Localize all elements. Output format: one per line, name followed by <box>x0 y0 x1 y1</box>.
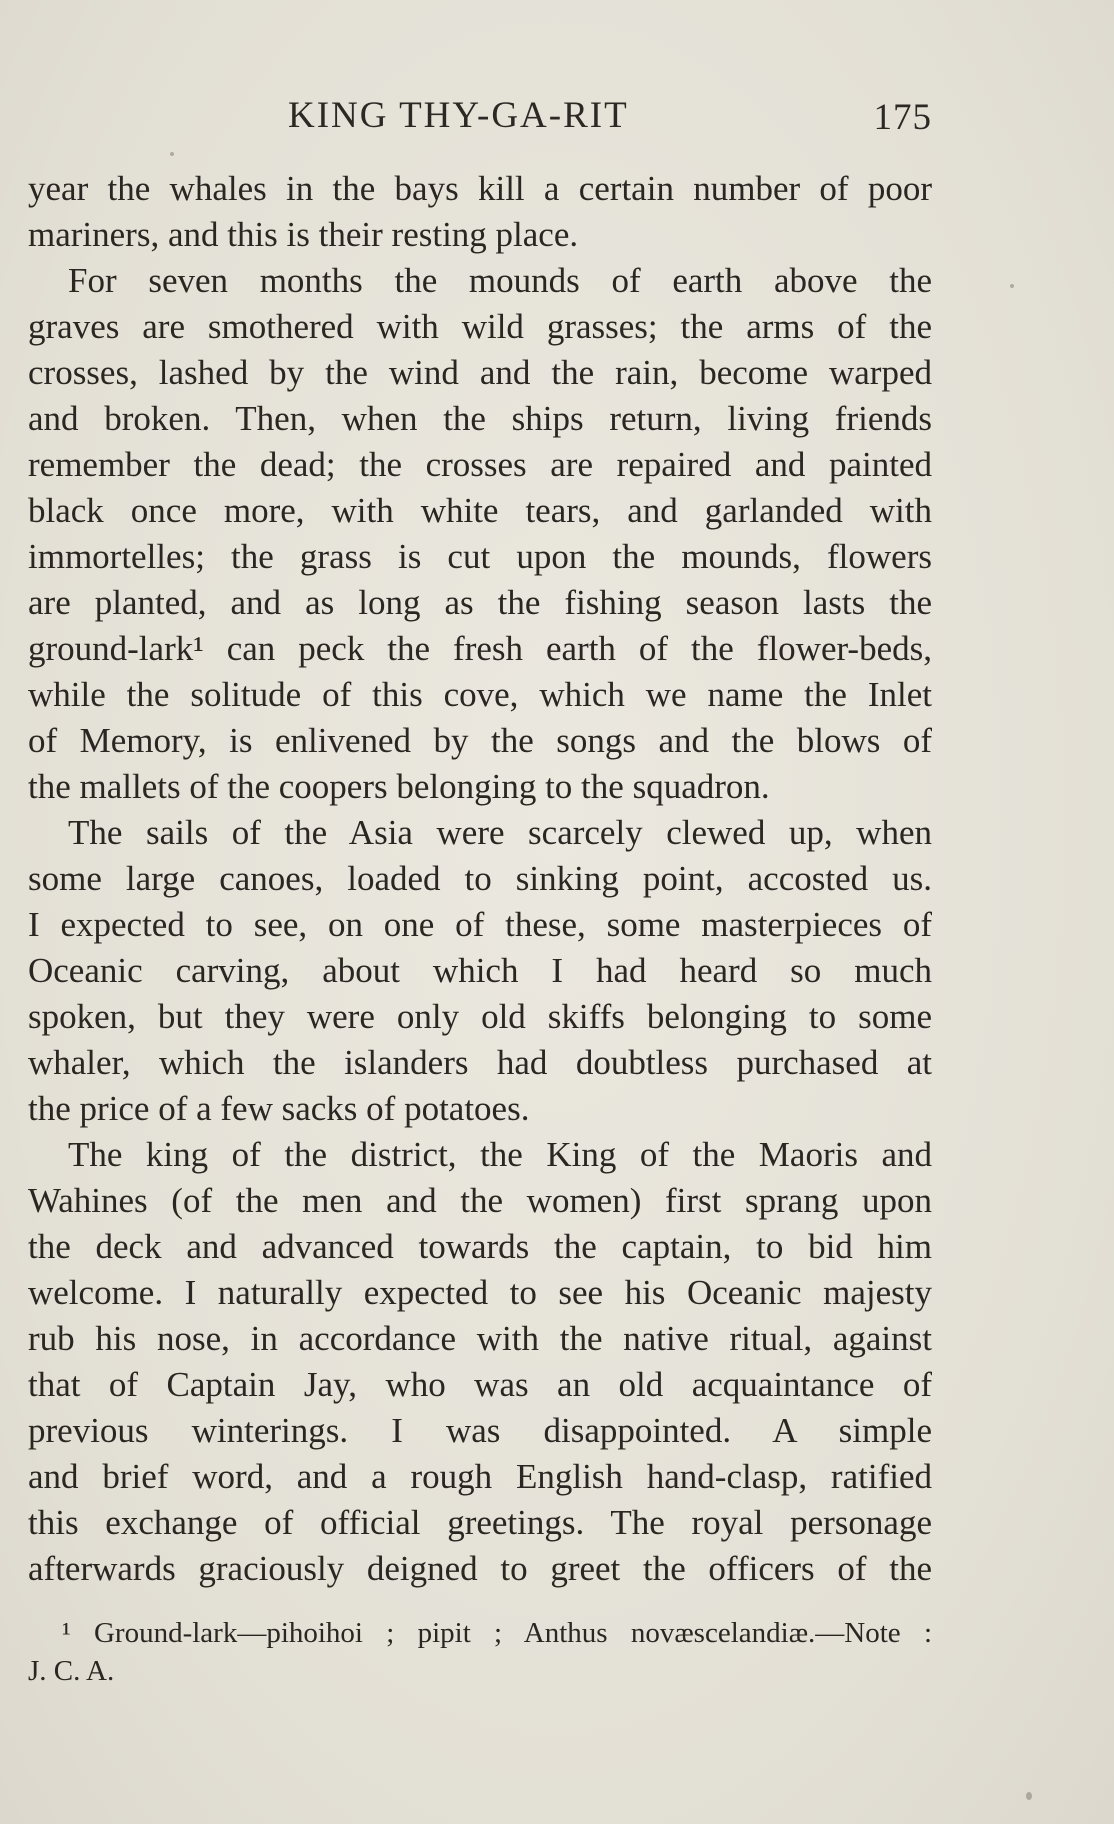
page-header <box>0 88 1114 138</box>
body-text <box>28 166 932 1592</box>
text-line: Oceanic carving, about which I had heard so much <box>28 951 932 990</box>
text-line: Wahines (of the men and the women) first sprang upon <box>28 1181 932 1220</box>
text-line: ground-lark¹ can peck the fresh earth of the flower-beds, <box>28 629 932 668</box>
text-line: whaler, which the islanders had doubtless purchased at <box>28 1043 932 1082</box>
running-head: KING THY-GA-RIT <box>288 95 629 136</box>
text-line: The king of the district, the King of the Maoris and <box>68 1135 932 1174</box>
text-line: graves are smothered with wild grasses; the arms of the <box>28 307 932 346</box>
page-number: 175 <box>873 97 932 138</box>
footnote-line: J. C. A. <box>28 1655 115 1687</box>
text-line: afterwards graciously deigned to greet the officers of the <box>28 1549 932 1588</box>
text-line: crosses, lashed by the wind and the rain, become warped <box>28 353 932 392</box>
text-line: while the solitude of this cove, which we name the Inlet <box>28 675 932 714</box>
footnote <box>28 1614 932 1690</box>
text-line: year the whales in the bays kill a certain number of poor <box>28 169 932 208</box>
text-line: spoken, but they were only old skiffs belonging to some <box>28 997 932 1036</box>
text-line: and broken. Then, when the ships return, living friends <box>28 399 932 438</box>
text-line: this exchange of official greetings. The royal personage <box>28 1503 932 1542</box>
text-line: the mallets of the coopers belonging to the squadron. <box>28 767 770 806</box>
text-line: For seven months the mounds of earth above the <box>68 261 932 300</box>
text-line: welcome. I naturally expected to see his Oceanic majesty <box>28 1273 932 1312</box>
text-line: The sails of the Asia were scarcely clewed up, when <box>68 813 932 852</box>
text-line: mariners, and this is their resting place. <box>28 215 579 254</box>
footnote-line: ¹ Ground-lark—pihoihoi ; pipit ; Anthus novæscelandiæ.—Note : <box>62 1617 932 1649</box>
text-line: are planted, and as long as the fishing season lasts the <box>28 583 932 622</box>
paper-speck <box>1026 1792 1032 1800</box>
text-line: of Memory, is enlivened by the songs and the blows of <box>28 721 932 760</box>
text-line: remember the dead; the crosses are repaired and painted <box>28 445 932 484</box>
text-line: the price of a few sacks of potatoes. <box>28 1089 530 1128</box>
paper-speck <box>170 152 174 156</box>
text-line: black once more, with white tears, and garlanded with <box>28 491 932 530</box>
text-line: some large canoes, loaded to sinking point, accosted us. <box>28 859 932 898</box>
text-line: that of Captain Jay, who was an old acquaintance of <box>28 1365 932 1404</box>
text-line: I expected to see, on one of these, some masterpieces of <box>28 905 932 944</box>
text-line: previous winterings. I was disappointed. A simple <box>28 1411 932 1450</box>
text-line: rub his nose, in accordance with the native ritual, against <box>28 1319 932 1358</box>
text-line: immortelles; the grass is cut upon the mounds, flowers <box>28 537 932 576</box>
paper-speck <box>1010 284 1014 288</box>
text-line: and brief word, and a rough English hand-clasp, ratified <box>28 1457 932 1496</box>
text-line: the deck and advanced towards the captain, to bid him <box>28 1227 932 1266</box>
